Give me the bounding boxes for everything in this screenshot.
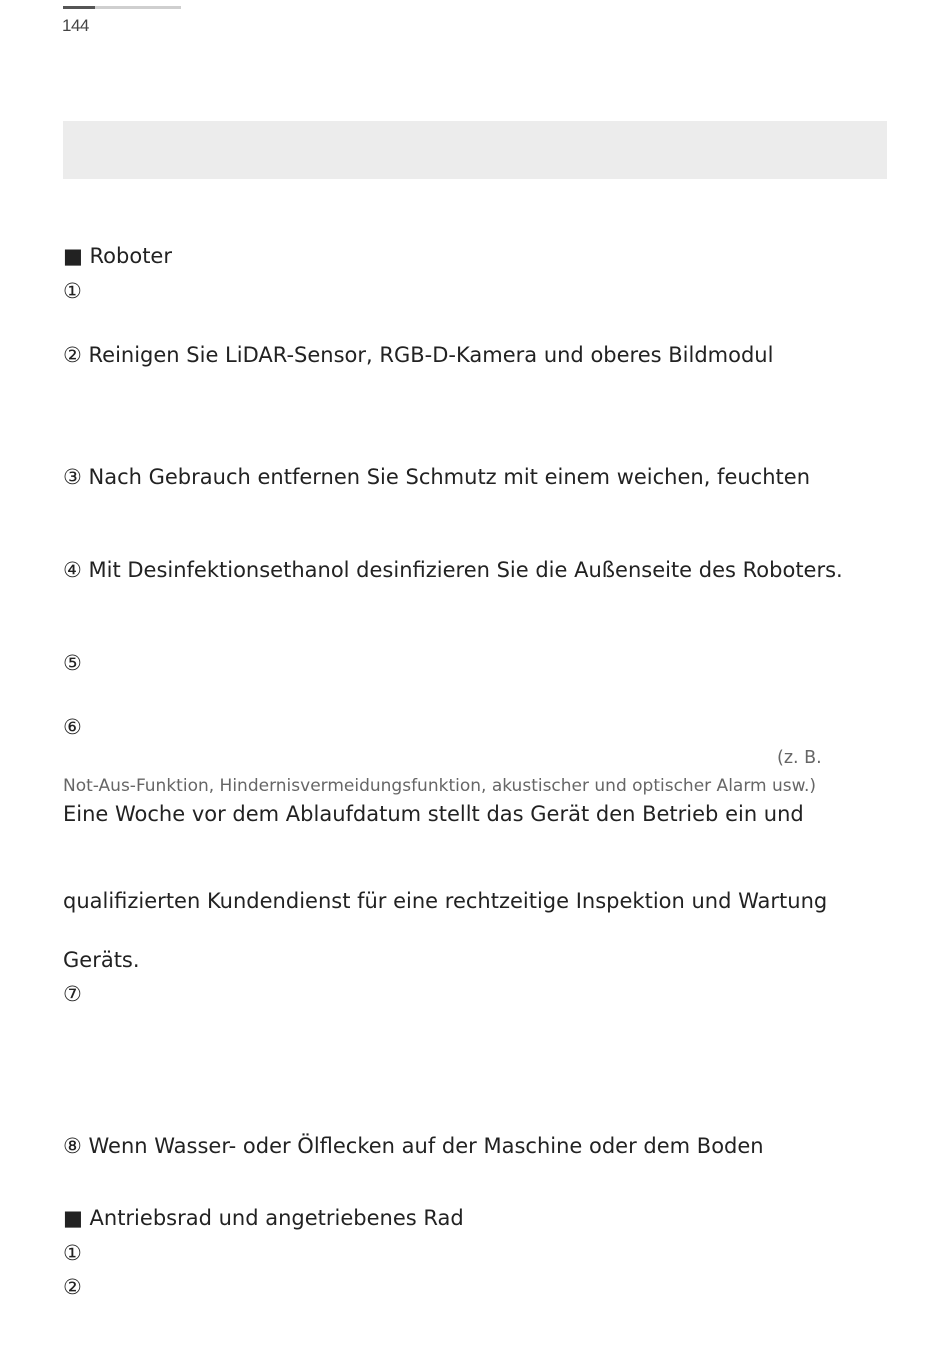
page-number: 144 xyxy=(62,16,89,35)
page-progress-fill xyxy=(63,6,95,9)
robot-item-6-line-2: qualifizierten Kundendienst für eine rechtzeitige Inspektion und Wartung xyxy=(63,889,828,913)
robot-item-2: ② Reinigen Sie LiDAR-Sensor, RGB-D-Kamera und oberes Bildmodul xyxy=(63,343,774,367)
robot-item-4: ④ Mit Desinfektionsethanol desinfizieren Sie die Außenseite des Roboters. xyxy=(63,558,843,582)
robot-item-6-line-3: Geräts. xyxy=(63,948,140,972)
robot-item-3: ③ Nach Gebrauch entfernen Sie Schmutz mit einem weichen, feuchten xyxy=(63,465,810,489)
robot-item-7: ⑦ xyxy=(63,982,82,1006)
page-progress-bar xyxy=(63,6,181,9)
robot-item-6-note: Not-Aus-Funktion, Hindernisvermeidungsfunktion, akustischer und optischer Alarm usw.) xyxy=(63,776,816,796)
robot-item-1: ① xyxy=(63,279,82,303)
wheel-item-1: ① xyxy=(63,1241,82,1265)
section-heading-robot: ■ Roboter xyxy=(63,244,172,268)
section-heading-wheels: ■ Antriebsrad und angetriebenes Rad xyxy=(63,1206,464,1230)
robot-item-6-line-1: Eine Woche vor dem Ablaufdatum stellt das Gerät den Betrieb ein und xyxy=(63,802,804,826)
robot-item-8: ⑧ Wenn Wasser- oder Ölflecken auf der Maschine oder dem Boden xyxy=(63,1134,764,1158)
robot-item-6-note-start: (z. B. xyxy=(777,748,822,768)
wheel-item-2: ② xyxy=(63,1275,82,1299)
section-header-band xyxy=(63,121,887,179)
robot-item-5: ⑤ xyxy=(63,651,82,675)
robot-item-6: ⑥ xyxy=(63,715,82,739)
